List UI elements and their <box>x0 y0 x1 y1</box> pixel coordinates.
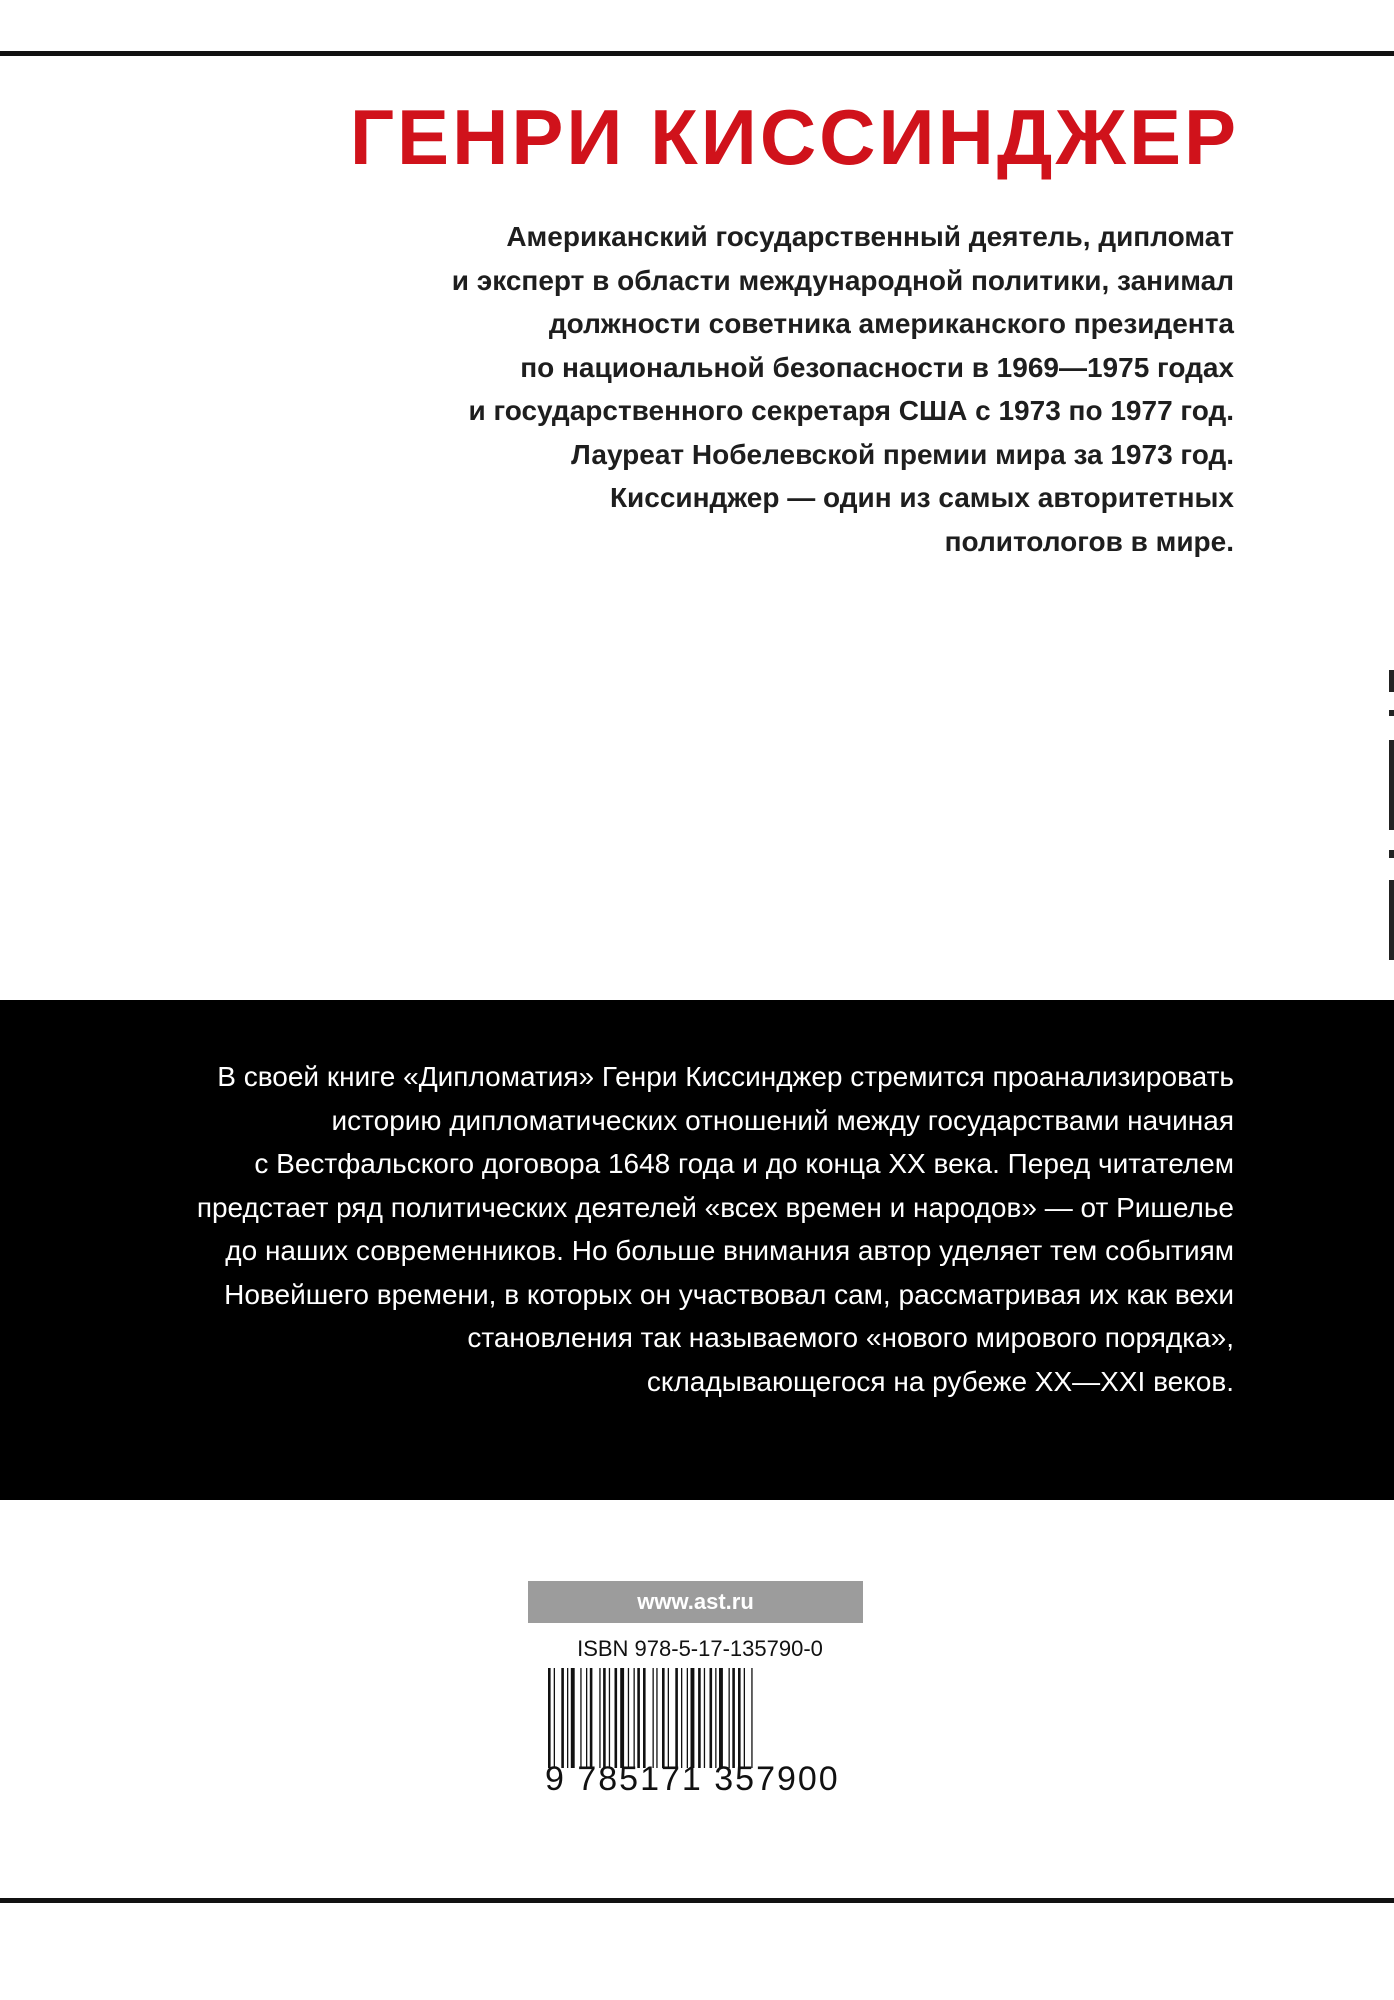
barcode-bar <box>729 1668 730 1768</box>
bio-line: и государственного секретаря США с 1973 по 1977 год. <box>468 395 1234 426</box>
barcode-bar <box>751 1668 752 1768</box>
barcode-bar <box>668 1668 669 1768</box>
barcode-bar <box>715 1668 716 1768</box>
barcode-bar <box>615 1668 618 1768</box>
barcode-bar <box>681 1668 682 1768</box>
bio-line: Лауреат Нобелевской премии мира за 1973 год. <box>571 438 1234 470</box>
barcode-bar <box>643 1668 646 1768</box>
barcode-bar <box>687 1668 688 1768</box>
barcode-bar <box>710 1668 713 1768</box>
crop-mark <box>1389 710 1394 716</box>
author-name: ГЕНРИ КИССИНДЖЕР <box>349 93 1239 181</box>
barcode-digits: 9 785171 357900 <box>545 1760 840 1798</box>
blurb-line: становления так называемого «нового мирового порядка», <box>467 1322 1234 1353</box>
blurb-line: до наших современников. Но больше внимания автор уделяет тем событиям <box>225 1235 1234 1266</box>
bio-line: Американский государственный деятель, дипломат <box>506 221 1234 252</box>
bio-line: Киссинджер — один из самых авторитетных <box>609 482 1234 513</box>
bottom-rule <box>0 1898 1394 1903</box>
barcode-bar <box>548 1668 551 1768</box>
spine-crop-marks <box>1388 670 1394 960</box>
blurb-band <box>0 1000 1394 1500</box>
blurb-line: складывающегося на рубеже XX—XXI веков. <box>646 1365 1234 1397</box>
barcode-bar <box>571 1668 575 1768</box>
barcode-bar <box>620 1668 624 1768</box>
barcode-bar <box>580 1668 581 1768</box>
barcode-bar <box>554 1668 555 1768</box>
author-bio <box>334 215 1234 563</box>
barcode-bar <box>634 1668 635 1768</box>
barcode-bar <box>698 1668 701 1768</box>
crop-mark <box>1389 880 1394 960</box>
barcode-bar <box>691 1668 695 1768</box>
crop-mark <box>1389 670 1394 692</box>
crop-mark <box>1389 850 1394 858</box>
barcode-bar <box>732 1668 735 1768</box>
barcode-bar <box>719 1668 723 1768</box>
blurb-line: с Вестфальского договора 1648 года и до конца XX века. Перед читателем <box>254 1148 1234 1179</box>
bio-line: и эксперт в области международной политики, занимал <box>451 264 1234 296</box>
barcode-bar <box>590 1668 593 1768</box>
barcode-bar <box>599 1668 600 1768</box>
barcode-bar <box>586 1668 587 1768</box>
barcode-bar <box>637 1668 640 1768</box>
blurb-line: Новейшего времени, в которых он участвовал сам, рассматривая их как вехи <box>224 1278 1234 1310</box>
barcode-bar <box>656 1668 657 1768</box>
blurb-line: предстает ряд политических деятелей «всех времен и народов» — от Ришелье <box>196 1191 1234 1223</box>
barcode-bar <box>561 1668 564 1768</box>
bio-line: политологов в мире. <box>944 525 1234 557</box>
barcode-bar <box>744 1668 745 1768</box>
isbn-number: ISBN 978-5-17-135790-0 <box>577 1636 823 1661</box>
publisher-website: www.ast.ru <box>528 1581 863 1623</box>
barcode-bar <box>675 1668 678 1768</box>
blurb-line: историю дипломатических отношений между государствами начиная <box>331 1104 1234 1136</box>
barcode-bar <box>662 1668 665 1768</box>
top-rule <box>0 51 1394 56</box>
bio-line: должности советника американского президента <box>548 308 1234 339</box>
barcode-bar <box>603 1668 606 1768</box>
bio-line: по национальной безопасности в 1969—1975 годах <box>520 351 1234 383</box>
barcode-bar <box>738 1668 741 1768</box>
book-blurb <box>54 1055 1234 1403</box>
barcode-bar <box>567 1668 568 1768</box>
barcode-bar <box>653 1668 654 1768</box>
barcode <box>548 1668 830 1768</box>
crop-mark <box>1389 740 1394 830</box>
barcode-bar <box>628 1668 629 1768</box>
blurb-line: В своей книге «Дипломатия» Генри Киссинджер стремится проанализировать <box>217 1061 1234 1092</box>
barcode-bar <box>609 1668 610 1768</box>
barcode-bar <box>704 1668 705 1768</box>
